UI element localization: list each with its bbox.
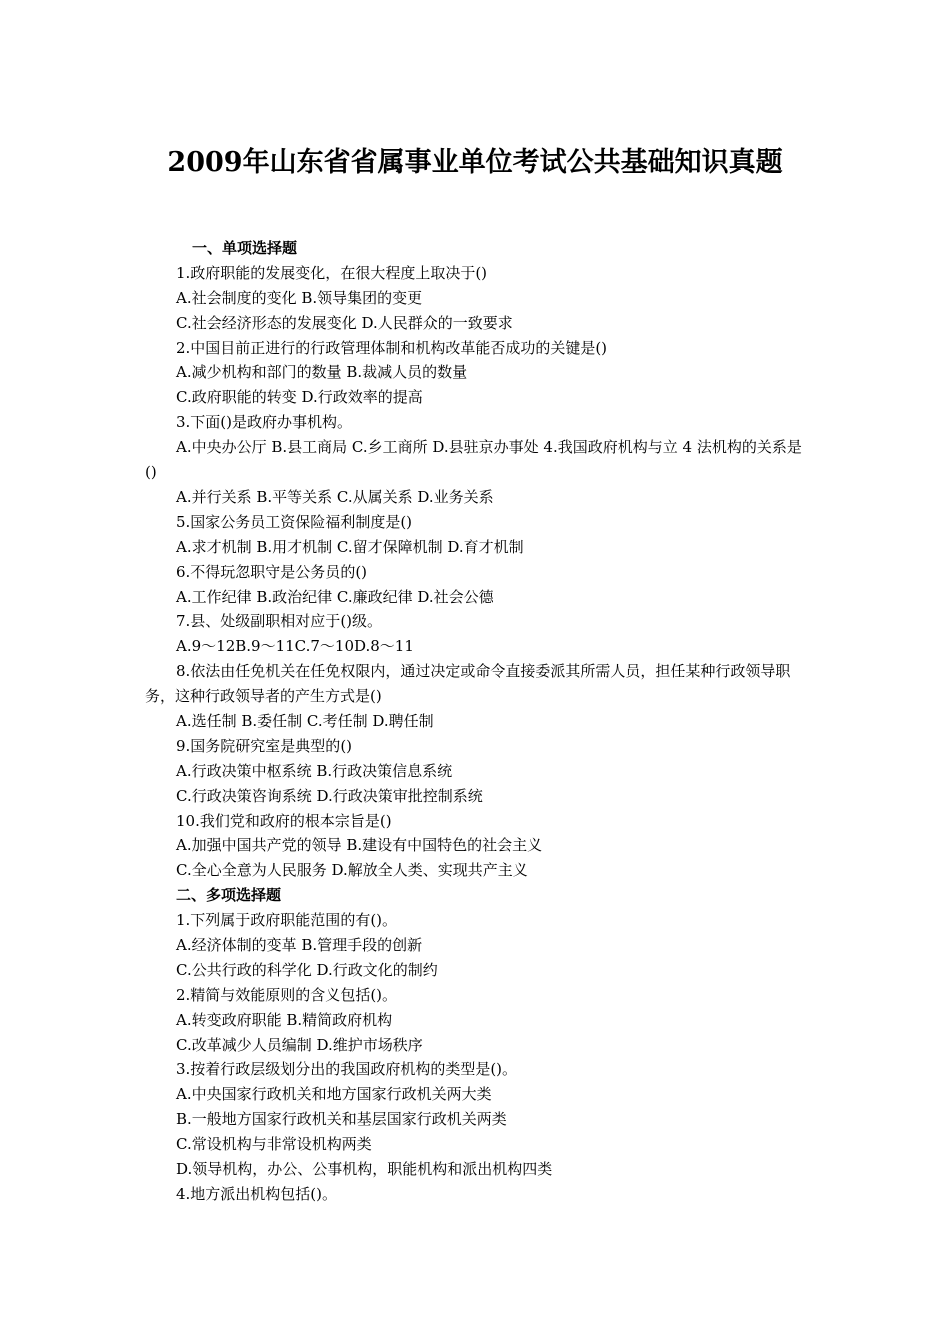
section-heading-multiple-choice: 二、多项选择题 [176,886,282,905]
answer-options: C.社会经济形态的发展变化 D.人民群众的一致要求 [176,313,513,332]
answer-options: A.经济体制的变革 B.管理手段的创新 [176,936,423,954]
answer-option: A.中央国家行政机关和地方国家行政机关两大类 [176,1085,492,1104]
answer-options: A.加强中国共产党的领导 B.建设有中国特色的社会主义 [176,836,543,855]
question: 7.县、处级副职相对应于()级。 [176,612,383,631]
question: 3.下面()是政府办事机构。 [176,413,353,432]
answer-options: A.社会制度的变化 B.领导集团的变更 [176,288,423,307]
question: 9.国务院研究室是典型的() [176,736,353,755]
question: 1.下列属于政府职能范围的有()。 [176,911,398,930]
answer-options: A.转变政府职能 B.精简政府机构 [176,1010,393,1029]
section-heading-single-choice: 一、单项选择题 [192,239,298,257]
question: 8.依法由任免机关在任免权限内，通过决定或命令直接委派其所需人员，担任某种行政领导职务，这种行政领导者的产生方式是() [145,662,791,706]
question: 2.中国目前正进行的行政管理体制和机构改革能否成功的关键是() [176,338,608,357]
answer-options: A.9～12B.9～11C.7～10D.8～11 [176,637,414,656]
answer-options: A.并行关系 B.平等关系 C.从属关系 D.业务关系 [176,487,494,506]
answer-options: A.工作纪律 B.政治纪律 C.廉政纪律 D.社会公德 [176,587,494,606]
answer-options: A.求才机制 B.用才机制 C.留才保障机制 D.育才机制 [176,537,524,556]
answer-options: C.政府职能的转变 D.行政效率的提高 [176,388,423,407]
answer-options: A.减少机构和部门的数量 B.裁减人员的数量 [176,363,468,382]
answer-options: C.公共行政的科学化 D.行政文化的制约 [176,960,438,979]
answer-options: C.改革减少人员编制 D.维护市场秩序 [176,1035,423,1054]
page-title: 2009年山东省省属事业单位考试公共基础知识真题 [167,147,783,178]
answer-options: A.行政决策中枢系统 B.行政决策信息系统 [176,761,453,780]
answer-options: A.选任制 B.委任制 C.考任制 D.聘任制 [176,711,434,730]
answer-options: C.全心全意为人民服务 D.解放全人类、实现共产主义 [176,861,528,880]
question: 1.政府职能的发展变化，在很大程度上取决于() [176,263,488,282]
answer-options: C.行政决策咨询系统 D.行政决策审批控制系统 [176,786,483,805]
answer-option: C.常设机构与非常设机构两类 [176,1135,372,1154]
answer-option: D.领导机构，办公、公事机构，职能机构和派出机构四类 [176,1160,553,1179]
document-body [145,236,805,1207]
question: 2.精简与效能原则的含义包括()。 [176,985,398,1004]
question: 10.我们党和政府的根本宗旨是() [176,811,392,830]
question: 3.按着行政层级划分出的我国政府机构的类型是()。 [176,1060,518,1079]
question: 5.国家公务员工资保险福利制度是() [176,512,413,531]
question: 6.不得玩忽职守是公务员的() [176,562,368,581]
answer-option: B.一般地方国家行政机关和基层国家行政机关两类 [176,1110,507,1129]
answer-options-with-question: A.中央办公厅 B.县工商局 C.乡工商所 D.县驻京办事处 4.我国政府机构与立 4 法机构的关系是() [145,438,802,482]
question: 4.地方派出机构包括()。 [176,1184,338,1203]
